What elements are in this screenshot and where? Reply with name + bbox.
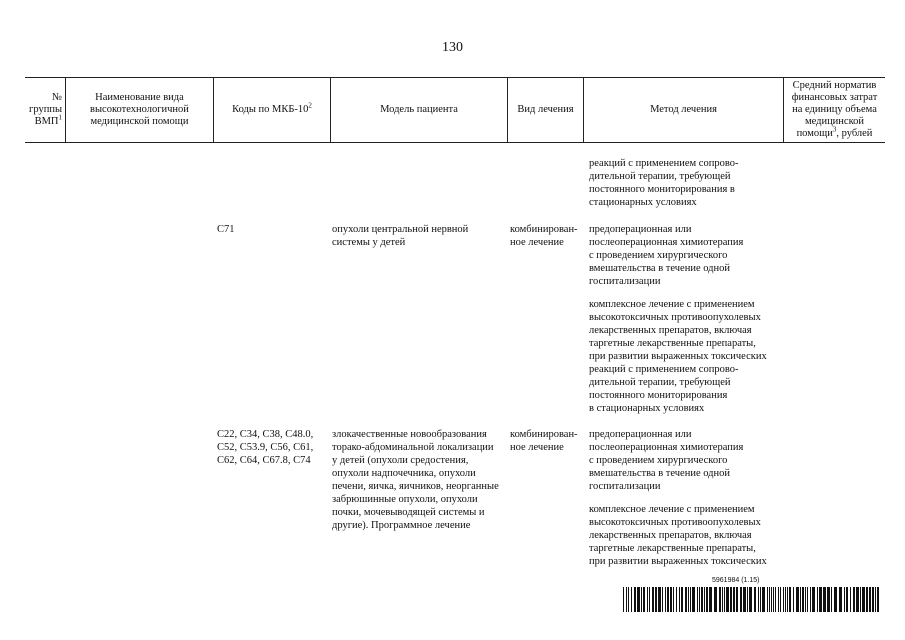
barcode-bar <box>655 587 657 612</box>
barcode-bar <box>812 587 815 612</box>
row1-icd-codes: C71 <box>217 224 235 235</box>
barcode-bar <box>623 587 624 612</box>
barcode-bar <box>802 587 804 612</box>
barcode-bar <box>701 587 703 612</box>
barcode-bar <box>649 587 650 612</box>
header-treatment-type: Вид лечения <box>507 78 583 142</box>
header-care-type-name: Наименование вида высокотехнологичной медицинской помощи <box>65 78 213 142</box>
barcode-bar <box>743 587 746 612</box>
barcode-bar <box>740 587 742 612</box>
barcode-bar <box>805 587 806 612</box>
barcode-bar <box>747 587 748 612</box>
barcode-bar <box>860 587 861 612</box>
barcode-bar <box>634 587 636 612</box>
barcode-bar <box>834 587 837 612</box>
barcode-bar <box>667 587 669 612</box>
barcode-bar <box>783 587 784 612</box>
barcode-bar <box>726 587 729 612</box>
barcode-bar <box>626 587 627 612</box>
barcode-bar <box>681 587 683 612</box>
barcode-bar <box>670 587 672 612</box>
barcode-number: 5961984 (1.15) <box>712 577 760 584</box>
header-icd-codes: Коды по МКБ-$10^2$ <box>213 78 330 142</box>
row2-treatment-type: комбинирован- ное лечение <box>510 429 578 453</box>
barcode-bar <box>658 587 661 612</box>
barcode-bar <box>817 587 818 612</box>
barcode-bar <box>685 587 687 612</box>
barcode-bar <box>827 587 830 612</box>
barcode-bar <box>872 587 874 612</box>
barcode-bar <box>800 587 801 612</box>
row1-patient-model: опухоли центральной нервной системы у детей <box>332 224 469 248</box>
barcode-bar <box>823 587 826 612</box>
barcode-bar <box>839 587 842 612</box>
barcode-bar <box>762 587 765 612</box>
table-header <box>25 77 885 143</box>
barcode-bar <box>785 587 786 612</box>
barcode-bar <box>673 587 674 612</box>
barcode-bar <box>730 587 732 612</box>
barcode-bar <box>709 587 712 612</box>
barcode-bar <box>773 587 774 612</box>
barcode-bar <box>652 587 654 612</box>
barcode-bar <box>637 587 640 612</box>
barcode-bar <box>699 587 700 612</box>
barcode-bar <box>875 587 876 612</box>
barcode-bar <box>736 587 738 612</box>
barcode-bar <box>787 587 788 612</box>
barcode-bar <box>869 587 871 612</box>
barcode-bar <box>749 587 752 612</box>
barcode-bar <box>647 587 648 612</box>
barcode-bar <box>780 587 781 612</box>
barcode-bar <box>856 587 859 612</box>
barcode-bar <box>771 587 772 612</box>
barcode-bar <box>719 587 721 612</box>
row2-icd-codes: C22, C34, C38, C48.0, C52, C53.9, C56, C61, C62, C64, C67.8, C74 <box>217 429 314 466</box>
barcode-bar <box>850 587 851 612</box>
barcode-bar <box>754 587 756 612</box>
row1-method-complex: комплексное лечение с применением высокотоксичных противоопухолевых лекарственных препаратов, включая таргетные лекарственные препараты, при развитии выраженных токсических реакций с применением сопрово- дительной терапии, требующей постоянного мониторирования в стационарных условиях <box>589 299 767 414</box>
barcode-bar <box>641 587 642 612</box>
barcode-bar <box>775 587 776 612</box>
barcode-bar <box>733 587 735 612</box>
method-continuation: реакций с применением сопрово- дительной терапии, требующей постоянного мониторирования в стационарных условиях <box>589 158 739 208</box>
barcode-bar <box>690 587 691 612</box>
barcode-bar <box>704 587 705 612</box>
barcode-bar <box>643 587 645 612</box>
row1-treatment-type: комбинирован- ное лечение <box>510 224 578 248</box>
barcode-bar <box>789 587 791 612</box>
row2-patient-model: злокачественные новообразования торако-абдоминальной локализации у детей (опухоли средостения, опухоли надпочечника, опухоли печени, яичка, яичников, неорганные забрюшинные опухоли, опухоли почки, мочевыводящей системы и другие). Программное лечение <box>332 429 499 531</box>
barcode-bar <box>853 587 855 612</box>
barcode-bar <box>688 587 689 612</box>
barcode-bar <box>665 587 666 612</box>
barcode-bar <box>831 587 832 612</box>
barcode-bar <box>722 587 723 612</box>
barcode-bar <box>697 587 698 612</box>
barcode-bar <box>676 587 677 612</box>
barcode-bar <box>767 587 768 612</box>
barcode-bar <box>844 587 845 612</box>
header-average-cost: Средний норматив финансовых затрат на единицу объема медицинской помощи$^3$, рублей <box>783 78 885 142</box>
barcode-bar <box>724 587 725 612</box>
row1-method-chemotherapy: предоперационная или послеоперационная химиотерапия с проведением хирургического вмешательства в течение одной госпитализации <box>589 224 744 287</box>
row2-method-chemotherapy: предоперационная или послеоперационная химиотерапия с проведением хирургического вмешательства в течение одной госпитализации <box>589 429 744 492</box>
header-treatment-method: Метод лечения <box>583 78 783 142</box>
barcode-bar <box>862 587 865 612</box>
page-number: 130 <box>442 40 463 55</box>
barcode-bar <box>796 587 799 612</box>
barcode-bar <box>760 587 761 612</box>
barcode-bar <box>679 587 680 612</box>
barcode-bar <box>810 587 811 612</box>
row2-method-complex: комплексное лечение с применением высокотоксичных противоопухолевых лекарственных препаратов, включая таргетные лекарственные препараты, при развитии выраженных токсических <box>589 504 767 567</box>
barcode-bar <box>631 587 632 612</box>
barcode-bar <box>866 587 868 612</box>
barcode-bar <box>628 587 629 612</box>
barcode-bar <box>662 587 663 612</box>
barcode-bar <box>793 587 794 612</box>
barcode-bar <box>819 587 822 612</box>
header-patient-model: Модель пациента <box>330 78 507 142</box>
barcode-bar <box>714 587 717 612</box>
barcode-bar <box>758 587 759 612</box>
barcode-bar <box>692 587 695 612</box>
barcode-bar <box>706 587 708 612</box>
barcode-bar <box>846 587 848 612</box>
barcode-bar <box>769 587 770 612</box>
barcode <box>623 587 883 612</box>
barcode-bar <box>807 587 808 612</box>
barcode-bar <box>877 587 879 612</box>
header-group-number: № группы ВМП$^1$ <box>29 92 62 127</box>
barcode-bar <box>778 587 779 612</box>
